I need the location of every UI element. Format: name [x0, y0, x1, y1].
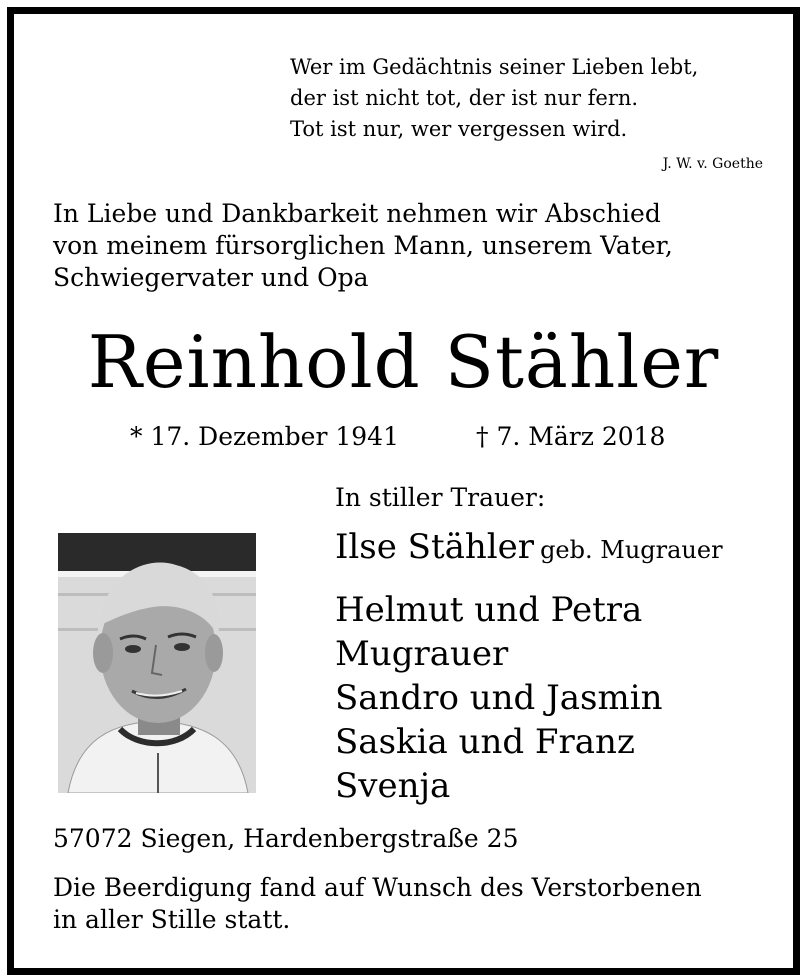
poem-line: der ist nicht tot, der ist nur fern.: [290, 86, 639, 110]
address: 57072 Siegen, Hardenbergstraße 25: [53, 824, 519, 853]
intro-text: [53, 198, 673, 294]
funeral-notice: [53, 872, 702, 936]
birth-date: * 17. Dezember 1941: [130, 422, 399, 451]
poem-line: Wer im Gedächtnis seiner Lieben lebt,: [290, 55, 699, 79]
family-line: Svenja: [335, 766, 451, 806]
mourners-label: In stiller Trauer:: [335, 483, 546, 512]
intro-line: In Liebe und Dankbarkeit nehmen wir Abschied: [53, 199, 661, 228]
death-date: † 7. März 2018: [476, 422, 666, 451]
notice-line: Die Beerdigung fand auf Wunsch des Verstorbenen: [53, 873, 702, 902]
family-list: [335, 588, 662, 808]
family-line: Sandro und Jasmin: [335, 678, 663, 718]
poem-line: Tot ist nur, wer vergessen wird.: [290, 117, 628, 141]
widow-maiden-name: geb. Mugrauer: [540, 536, 723, 564]
family-line: Saskia und Franz: [335, 722, 635, 762]
portrait-illustration: [58, 533, 256, 793]
intro-line: von meinem fürsorglichen Mann, unserem Vater,: [53, 231, 673, 260]
intro-line: Schwiegervater und Opa: [53, 263, 369, 292]
poem-author: J. W. v. Goethe: [662, 156, 763, 172]
notice-line: in aller Stille statt.: [53, 905, 291, 934]
obituary-card: [7, 7, 800, 975]
portrait-photo: [58, 533, 256, 793]
poem: [290, 52, 698, 145]
widow-line: [335, 527, 723, 567]
widow-name: Ilse Stähler: [335, 527, 535, 567]
family-line: Helmut und Petra: [335, 590, 643, 630]
deceased-name: Reinhold Stähler: [87, 320, 720, 404]
family-line: Mugrauer: [335, 634, 509, 674]
